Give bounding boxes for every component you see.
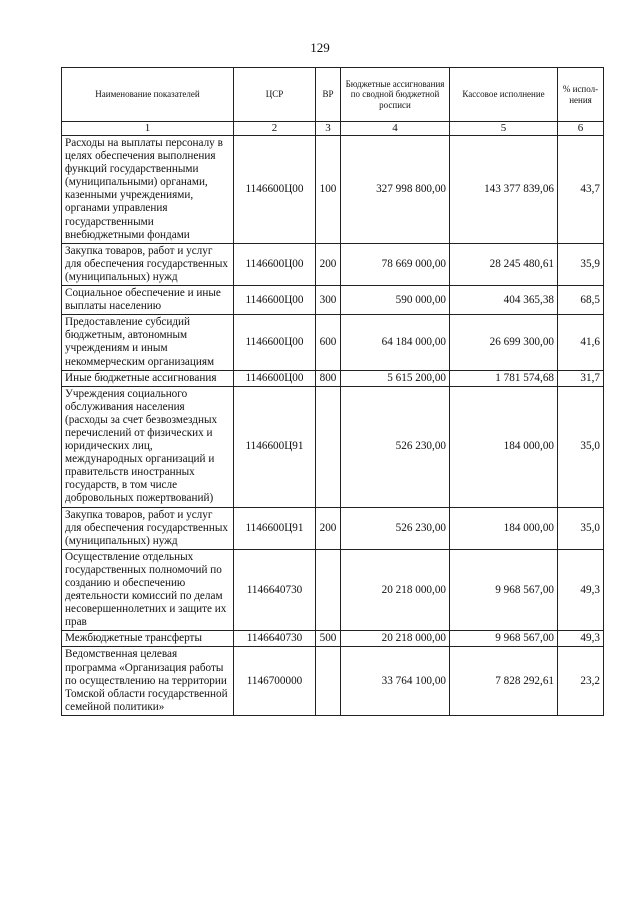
row-percent: 31,7 [558, 370, 604, 386]
row-csr: 1146600Ц00 [234, 286, 316, 315]
row-percent: 35,9 [558, 243, 604, 285]
row-percent: 68,5 [558, 286, 604, 315]
header-percent: % испол-нения [558, 68, 604, 122]
table-row [62, 315, 604, 370]
row-name: Учреждения социального обслуживания населения (расходы за счет безвозмездных перечислений от физических и юридических лиц, международных организаций и правительств иностранных государств, в том числе добровольных пожертвований) [62, 386, 234, 507]
row-cash: 404 365,38 [450, 286, 558, 315]
row-cash: 1 781 574,68 [450, 370, 558, 386]
row-cash: 184 000,00 [450, 386, 558, 507]
row-budget: 20 218 000,00 [341, 549, 450, 631]
row-vr [316, 647, 341, 715]
row-vr: 800 [316, 370, 341, 386]
row-cash: 9 968 567,00 [450, 549, 558, 631]
row-name: Осуществление отдельных государственных полномочий по созданию и обеспечению деятельности комиссий по делам несовершеннолетних и защите их прав [62, 549, 234, 631]
row-vr: 500 [316, 631, 341, 647]
row-percent: 43,7 [558, 136, 604, 244]
row-name: Расходы на выплаты персоналу в целях обеспечения выполнения функций государственными (муниципальными) органами, казенными учреждениями, органами управления государственными внебюджетными фондами [62, 136, 234, 244]
row-name: Социальное обеспечение и иные выплаты населению [62, 286, 234, 315]
row-name: Закупка товаров, работ и услуг для обеспечения государственных (муниципальных) нужд [62, 507, 234, 549]
table-row [62, 243, 604, 285]
table-header-row [62, 68, 604, 122]
row-cash: 9 968 567,00 [450, 631, 558, 647]
row-name: Иные бюджетные ассигнования [62, 370, 234, 386]
row-budget: 590 000,00 [341, 286, 450, 315]
row-csr: 1146600Ц91 [234, 507, 316, 549]
row-cash: 184 000,00 [450, 507, 558, 549]
row-csr: 1146640730 [234, 549, 316, 631]
row-percent: 49,3 [558, 549, 604, 631]
column-number: 6 [558, 122, 604, 136]
row-csr: 1146600Ц00 [234, 136, 316, 244]
row-cash: 7 828 292,61 [450, 647, 558, 715]
header-name: Наименование показателей [62, 68, 234, 122]
row-name: Межбюджетные трансферты [62, 631, 234, 647]
column-number: 2 [234, 122, 316, 136]
row-vr: 200 [316, 507, 341, 549]
header-csr: ЦСР [234, 68, 316, 122]
column-number: 5 [450, 122, 558, 136]
row-name: Ведомственная целевая программа «Организация работы по осуществлению на территории Томской области государственной семейной политики» [62, 647, 234, 715]
column-number: 4 [341, 122, 450, 136]
row-vr: 100 [316, 136, 341, 244]
row-cash: 26 699 300,00 [450, 315, 558, 370]
row-vr: 600 [316, 315, 341, 370]
row-vr: 300 [316, 286, 341, 315]
row-csr: 1146640730 [234, 631, 316, 647]
row-percent: 49,3 [558, 631, 604, 647]
row-budget: 78 669 000,00 [341, 243, 450, 285]
row-csr: 1146600Ц91 [234, 386, 316, 507]
budget-execution-table [61, 67, 604, 716]
row-budget: 33 764 100,00 [341, 647, 450, 715]
row-budget: 20 218 000,00 [341, 631, 450, 647]
row-cash: 143 377 839,06 [450, 136, 558, 244]
table-row [62, 136, 604, 244]
row-vr [316, 549, 341, 631]
row-csr: 1146600Ц00 [234, 315, 316, 370]
table-row [62, 507, 604, 549]
row-vr: 200 [316, 243, 341, 285]
row-name: Закупка товаров, работ и услуг для обеспечения государственных (муниципальных) нужд [62, 243, 234, 285]
row-percent: 23,2 [558, 647, 604, 715]
header-budget: Бюджетные ассигнования по сводной бюджетной росписи [341, 68, 450, 122]
table-row [62, 647, 604, 715]
row-percent: 35,0 [558, 507, 604, 549]
row-budget: 64 184 000,00 [341, 315, 450, 370]
row-cash: 28 245 480,61 [450, 243, 558, 285]
row-budget: 526 230,00 [341, 386, 450, 507]
column-number: 1 [62, 122, 234, 136]
row-name: Предоставление субсидий бюджетным, автономным учреждениям и иным некоммерческим организациям [62, 315, 234, 370]
table-row [62, 286, 604, 315]
header-vr: ВР [316, 68, 341, 122]
row-budget: 327 998 800,00 [341, 136, 450, 244]
row-budget: 526 230,00 [341, 507, 450, 549]
row-percent: 41,6 [558, 315, 604, 370]
table-row [62, 549, 604, 631]
page-number: 129 [310, 40, 330, 55]
table-row [62, 386, 604, 507]
table-row [62, 370, 604, 386]
column-number: 3 [316, 122, 341, 136]
row-csr: 1146600Ц00 [234, 243, 316, 285]
table-row [62, 631, 604, 647]
row-percent: 35,0 [558, 386, 604, 507]
row-csr: 1146700000 [234, 647, 316, 715]
row-vr [316, 386, 341, 507]
row-budget: 5 615 200,00 [341, 370, 450, 386]
header-cash: Кассовое исполнение [450, 68, 558, 122]
row-csr: 1146600Ц00 [234, 370, 316, 386]
column-number-row [62, 122, 604, 136]
